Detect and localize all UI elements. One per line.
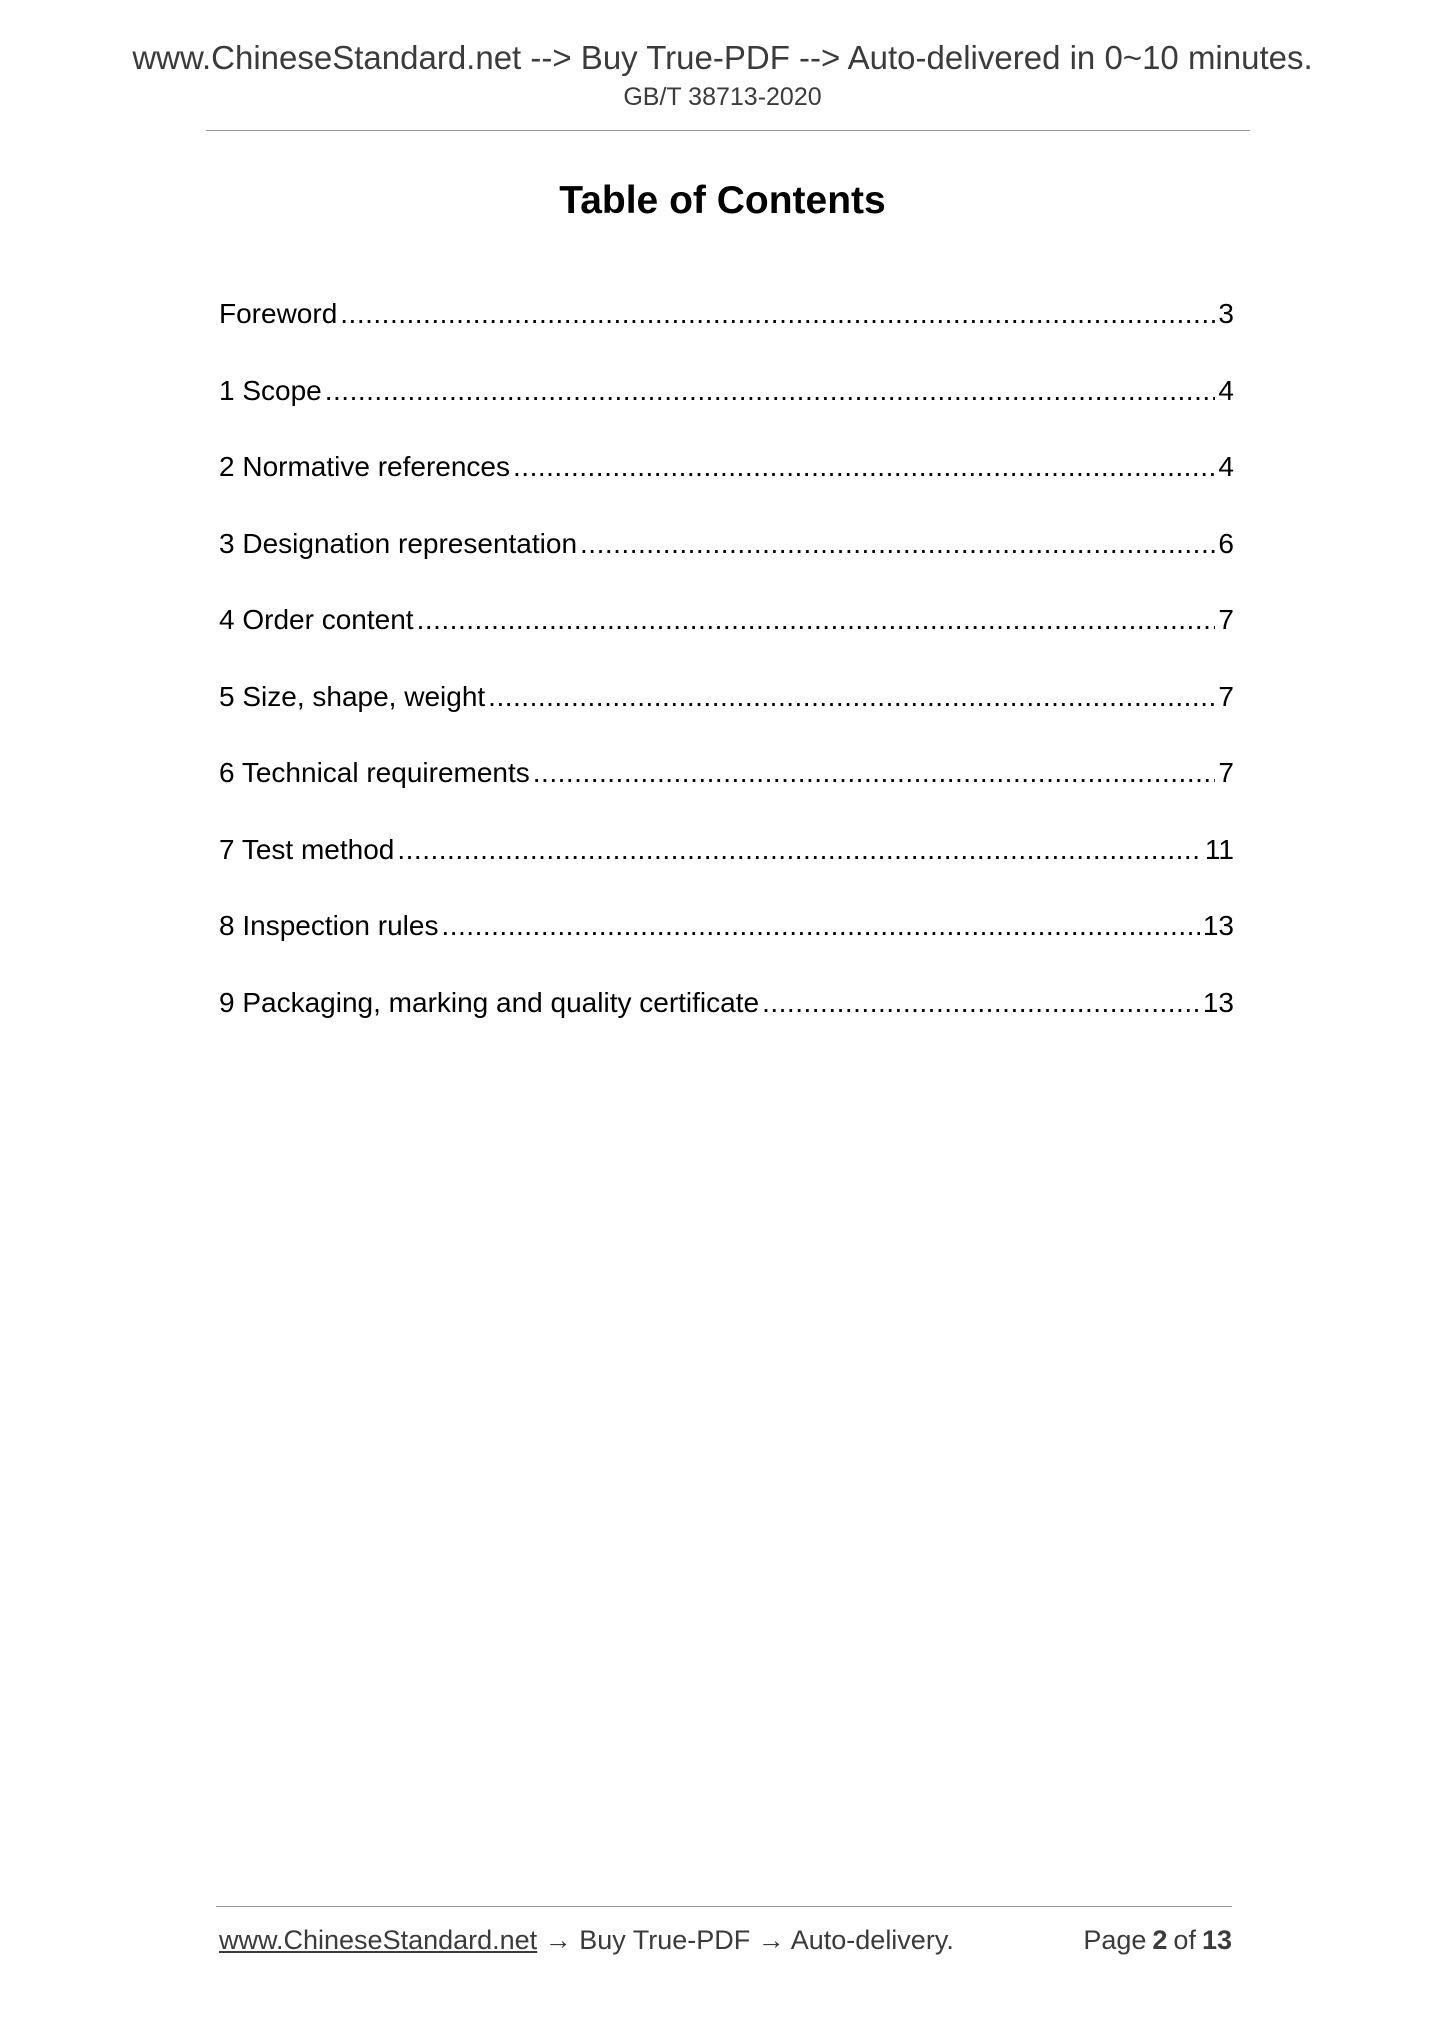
toc-dot-leader <box>397 826 1202 874</box>
toc-entry-page: 4 <box>1218 451 1234 482</box>
toc-entry-order-content[interactable] <box>219 596 1234 673</box>
toc-entry-label: 1 Scope <box>219 374 322 406</box>
toc-entry-page: 7 <box>1218 680 1234 712</box>
toc-entry-test-method[interactable] <box>219 826 1234 903</box>
toc-dot-leader <box>580 520 1215 568</box>
toc-entry-label: 6 Technical requirements <box>219 757 530 788</box>
toc-entry-label: 9 Packaging, marking and quality certificate <box>219 986 760 1018</box>
toc-entry-page: 6 <box>1218 527 1234 559</box>
header-divider <box>206 130 1250 131</box>
toc-entry-foreword[interactable] <box>219 290 1234 367</box>
current-page: 2 <box>1152 1925 1168 1955</box>
toc-entry-inspection-rules[interactable] <box>219 902 1234 979</box>
toc-title: Table of Contents <box>559 179 886 222</box>
page-number <box>1077 1920 1232 1960</box>
toc-dot-leader <box>513 443 1215 491</box>
table-of-contents <box>219 290 1234 1055</box>
toc-entry-page: 7 <box>1218 604 1234 635</box>
footer-tagline-group <box>219 1920 954 1960</box>
toc-dot-leader <box>441 902 1199 950</box>
toc-dot-leader <box>325 367 1216 415</box>
toc-dot-leader <box>340 290 1215 338</box>
page-word: Page <box>1083 1925 1147 1955</box>
toc-entry-label: 2 Normative references <box>219 451 511 482</box>
total-pages: 13 <box>1201 1925 1232 1955</box>
toc-entry-size-shape-weight[interactable] <box>219 673 1234 750</box>
page-header <box>0 36 1445 114</box>
toc-entry-label: 4 Order content <box>219 604 414 635</box>
toc-entry-page: 13 <box>1202 986 1234 1018</box>
toc-entry-normative-references[interactable] <box>219 443 1234 520</box>
toc-dot-leader <box>762 979 1200 1027</box>
toc-entry-page: 4 <box>1218 374 1234 406</box>
toc-dot-leader <box>488 673 1215 721</box>
of-word: of <box>1173 1925 1196 1955</box>
toc-entry-label: 5 Size, shape, weight <box>219 680 486 712</box>
toc-entry-page: 3 <box>1218 298 1234 329</box>
document-id: GB/T 38713-2020 <box>623 83 822 111</box>
toc-entry-label: 8 Inspection rules <box>219 910 439 941</box>
toc-entry-label: Foreword <box>219 298 338 329</box>
toc-entry-scope[interactable] <box>219 367 1234 444</box>
toc-entry-packaging-marking[interactable] <box>219 979 1234 1056</box>
header-banner: www.ChineseStandard.net --> Buy True-PDF --> Auto-delivered in 0~10 minutes. <box>132 39 1313 76</box>
toc-entry-label: 7 Test method <box>219 833 395 865</box>
toc-entry-page: 7 <box>1218 757 1234 788</box>
toc-entry-technical-requirements[interactable] <box>219 749 1234 826</box>
toc-entry-label: 3 Designation representation <box>219 527 578 559</box>
toc-dot-leader <box>417 596 1216 644</box>
footer-tagline: → Buy True-PDF → Auto-delivery. <box>537 1925 954 1955</box>
toc-dot-leader <box>533 749 1216 797</box>
toc-entry-page: 13 <box>1202 910 1234 941</box>
page-footer <box>219 1920 1232 1960</box>
footer-site-link[interactable]: www.ChineseStandard.net <box>219 1925 538 1955</box>
footer-divider <box>216 1906 1232 1907</box>
toc-entry-designation-representation[interactable] <box>219 520 1234 597</box>
toc-entry-page: 11 <box>1204 833 1234 865</box>
